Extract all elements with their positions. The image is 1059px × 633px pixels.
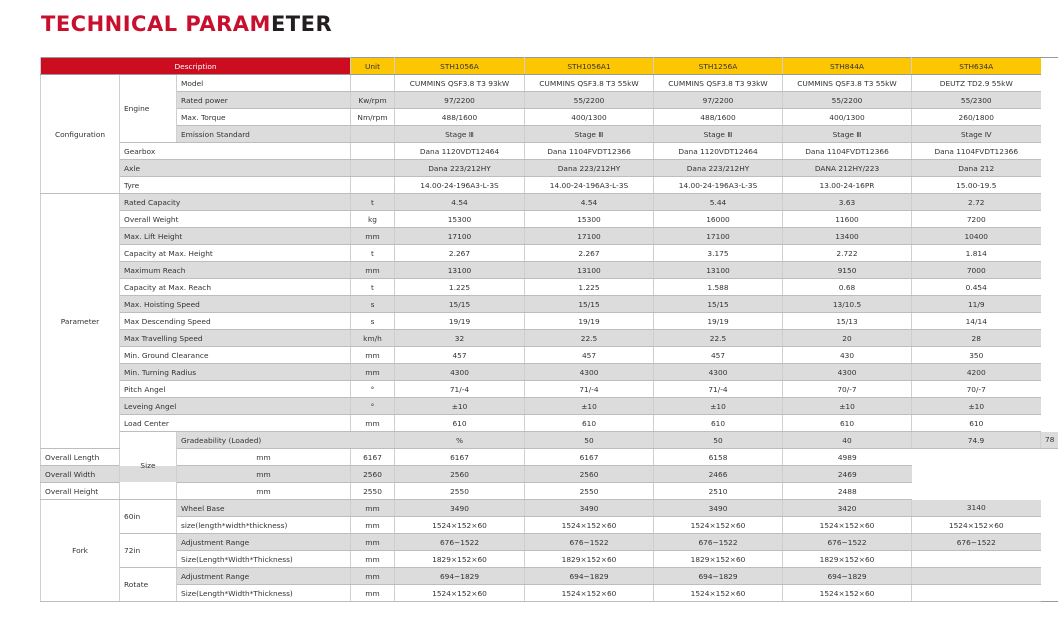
row-label: Max Descending Speed (120, 313, 351, 330)
value-cell: 488/1600 (654, 109, 783, 126)
value-cell: Dana 1104FVDT12366 (912, 143, 1041, 160)
value-cell: 6167 (395, 449, 525, 466)
subgroup-rotate: Rotate (120, 568, 177, 602)
row-label: Overall Weight (120, 211, 351, 228)
value-cell: 350 (912, 347, 1041, 364)
table-row (41, 398, 1059, 415)
title-part-2: PARAM (185, 12, 271, 36)
row-label: Adjustment Range (177, 568, 351, 585)
header-model-3: STH1256A (654, 58, 783, 75)
row-label: Max. Lift Height (120, 228, 351, 245)
row-label: Pitch Angel (120, 381, 351, 398)
value-cell: 1524×152×60 (654, 585, 783, 602)
subgroup-engine: Engine (120, 75, 177, 143)
header-model-1: STH1056A (395, 58, 525, 75)
row-label: Gearbox (120, 143, 351, 160)
value-cell: CUMMINS QSF3.8 T3 93kW (654, 75, 783, 92)
value-cell: 40 (783, 432, 912, 449)
value-cell: 6158 (654, 449, 783, 466)
value-cell: ±10 (783, 398, 912, 415)
value-cell: Dana 1120VDT12464 (395, 143, 525, 160)
table-row (41, 517, 1059, 534)
value-cell: 13100 (395, 262, 525, 279)
header-model-2: STH1056A1 (525, 58, 654, 75)
value-cell: 3140 (912, 500, 1041, 517)
value-cell: 50 (525, 432, 654, 449)
value-cell: 1829×152×60 (395, 551, 525, 568)
value-cell (912, 585, 1041, 602)
row-unit: mm (351, 500, 395, 517)
table-row (41, 228, 1059, 245)
value-cell: 4300 (783, 364, 912, 381)
row-unit: t (351, 194, 395, 211)
value-cell: Dana 1120VDT12464 (654, 143, 783, 160)
title-part-1: TECHNICAL (41, 12, 178, 36)
value-cell: 676~1522 (395, 534, 525, 551)
header-unit: Unit (351, 58, 395, 75)
value-cell: 4300 (525, 364, 654, 381)
value-cell: 1524×152×60 (525, 517, 654, 534)
row-unit (351, 75, 395, 92)
value-cell: 610 (525, 415, 654, 432)
row-unit: mm (351, 364, 395, 381)
value-cell: 55/2200 (525, 92, 654, 109)
group-fork: Fork (41, 500, 120, 602)
value-cell: 55/2200 (783, 92, 912, 109)
value-cell: 3.175 (654, 245, 783, 262)
value-cell: 7000 (912, 262, 1041, 279)
value-cell: 32 (395, 330, 525, 347)
value-cell: 3.63 (783, 194, 912, 211)
row-label: Max. Torque (177, 109, 351, 126)
value-cell: 2550 (351, 483, 395, 500)
row-label: Min. Turning Radius (120, 364, 351, 381)
value-cell: 1829×152×60 (525, 551, 654, 568)
value-cell: 15/15 (654, 296, 783, 313)
value-cell: 1.814 (912, 245, 1041, 262)
value-cell: 15/15 (525, 296, 654, 313)
table-row (41, 330, 1059, 347)
value-cell: 400/1300 (783, 109, 912, 126)
value-cell: 4.54 (525, 194, 654, 211)
row-label: Tyre (120, 177, 351, 194)
value-cell: 14.00-24-196A3-L-3S (654, 177, 783, 194)
value-cell: 694~1829 (525, 568, 654, 585)
row-unit: mm (351, 228, 395, 245)
value-cell: 15300 (525, 211, 654, 228)
value-cell: 3490 (395, 500, 525, 517)
value-cell: 3490 (525, 500, 654, 517)
value-cell: 2550 (395, 483, 525, 500)
table-row (41, 245, 1059, 262)
row-label: Load Center (120, 415, 351, 432)
value-cell: Dana 223/212HY (525, 160, 654, 177)
row-label: Leveing Angel (120, 398, 351, 415)
value-cell: 10400 (912, 228, 1041, 245)
value-cell: 22.5 (654, 330, 783, 347)
group-parameter: Parameter (41, 194, 120, 449)
value-cell: 488/1600 (395, 109, 525, 126)
value-cell: 13400 (783, 228, 912, 245)
value-cell: 694~1829 (654, 568, 783, 585)
value-cell: 4300 (654, 364, 783, 381)
value-cell: 19/19 (525, 313, 654, 330)
value-cell: 2466 (654, 466, 783, 483)
value-cell: 430 (783, 347, 912, 364)
value-cell: Dana 223/212HY (395, 160, 525, 177)
table-row (41, 551, 1059, 568)
row-label: Size(Length*Width*Thickness) (177, 585, 351, 602)
value-cell: 694~1829 (783, 568, 912, 585)
value-cell: 55/2300 (912, 92, 1041, 109)
value-cell: 1524×152×60 (783, 517, 912, 534)
value-cell: 16000 (654, 211, 783, 228)
value-cell: Dana 212 (912, 160, 1041, 177)
row-label: Wheel Base (177, 500, 351, 517)
value-cell: 694~1829 (395, 568, 525, 585)
value-cell: 15300 (395, 211, 525, 228)
value-cell: 610 (783, 415, 912, 432)
value-cell: 17100 (525, 228, 654, 245)
table-row (41, 585, 1059, 602)
table-row (41, 534, 1059, 551)
value-cell: 400/1300 (525, 109, 654, 126)
table-row (41, 415, 1059, 432)
value-cell: 70/-7 (912, 381, 1041, 398)
table-row (41, 500, 1059, 517)
value-cell: 2560 (525, 466, 654, 483)
value-cell: 2.72 (912, 194, 1041, 211)
value-cell: 676~1522 (912, 534, 1041, 551)
value-cell: 74.9 (912, 432, 1041, 449)
table-row (41, 126, 1059, 143)
row-unit: mm (351, 347, 395, 364)
value-cell: 70/-7 (783, 381, 912, 398)
value-cell: ±10 (395, 398, 525, 415)
value-cell: Stage Ⅲ (654, 126, 783, 143)
value-cell: 2.267 (395, 245, 525, 262)
row-unit: km/h (351, 330, 395, 347)
subgroup-fork72: 72in (120, 534, 177, 568)
table-row (41, 279, 1059, 296)
row-label: Rated Capacity (120, 194, 351, 211)
table-body (41, 75, 1059, 602)
value-cell: 610 (395, 415, 525, 432)
value-cell: 19/19 (395, 313, 525, 330)
value-cell: 14.00-24-196A3-L-3S (395, 177, 525, 194)
value-cell: CUMMINS QSF3.8 T3 55kW (525, 75, 654, 92)
row-label: Model (177, 75, 351, 92)
value-cell: 457 (654, 347, 783, 364)
value-cell: 2469 (783, 466, 912, 483)
value-cell: 13/10.5 (783, 296, 912, 313)
value-cell: Stage Ⅳ (912, 126, 1041, 143)
table-row (41, 109, 1059, 126)
value-cell: 97/2200 (395, 92, 525, 109)
row-unit: mm (351, 585, 395, 602)
row-label: size(length*width*thickness) (177, 517, 351, 534)
value-cell: 1524×152×60 (395, 517, 525, 534)
row-label: Gradeability (Loaded) (177, 432, 395, 449)
value-cell: 11600 (783, 211, 912, 228)
row-unit (351, 160, 395, 177)
row-unit: mm (351, 415, 395, 432)
header-description: Description (41, 58, 351, 75)
row-unit: mm (351, 551, 395, 568)
title-part-3: ETER (270, 12, 333, 36)
value-cell: 13100 (654, 262, 783, 279)
value-cell: 457 (395, 347, 525, 364)
value-cell: 610 (654, 415, 783, 432)
row-label: Overall Width (41, 466, 177, 483)
table-row (41, 194, 1059, 211)
value-cell: DANA 212HY/223 (783, 160, 912, 177)
header-model-4: STH844A (783, 58, 912, 75)
subgroup-fork60: 60in (120, 500, 177, 534)
row-label: Overall Height (41, 483, 177, 500)
value-cell: 17100 (395, 228, 525, 245)
row-unit: mm (177, 449, 351, 466)
row-unit (351, 143, 395, 160)
value-cell: 7200 (912, 211, 1041, 228)
row-label: Maximum Reach (120, 262, 351, 279)
row-label: Rated power (177, 92, 351, 109)
value-cell: Stage Ⅲ (395, 126, 525, 143)
table-row (41, 75, 1059, 92)
value-cell: ±10 (525, 398, 654, 415)
value-cell: 4989 (783, 449, 912, 466)
row-label: Min. Ground Clearance (120, 347, 351, 364)
value-cell: 2560 (351, 466, 395, 483)
row-label: Max. Hoisting Speed (120, 296, 351, 313)
value-cell: DEUTZ TD2.9 55kW (912, 75, 1041, 92)
value-cell: 610 (912, 415, 1041, 432)
table-row (41, 143, 1059, 160)
value-cell: 1524×152×60 (395, 585, 525, 602)
value-cell: 9150 (783, 262, 912, 279)
value-cell: 2.267 (525, 245, 654, 262)
row-unit: ° (351, 398, 395, 415)
value-cell: 1524×152×60 (525, 585, 654, 602)
table-row (41, 92, 1059, 109)
value-cell: 15/15 (395, 296, 525, 313)
header-row (41, 58, 1059, 75)
row-unit: Nm/rpm (351, 109, 395, 126)
row-unit: mm (177, 483, 351, 500)
value-cell: 1.588 (654, 279, 783, 296)
value-cell: 1524×152×60 (912, 517, 1041, 534)
value-cell: 4300 (395, 364, 525, 381)
table-row (41, 296, 1059, 313)
value-cell: 676~1522 (654, 534, 783, 551)
page-title (41, 12, 332, 36)
value-cell: 1.225 (525, 279, 654, 296)
value-cell: ±10 (912, 398, 1041, 415)
value-cell: 6167 (351, 449, 395, 466)
header-model-5: STH634A (912, 58, 1041, 75)
row-unit: s (351, 296, 395, 313)
row-unit (351, 126, 395, 143)
value-cell: 71/-4 (525, 381, 654, 398)
value-cell: Stage Ⅲ (783, 126, 912, 143)
value-cell (912, 568, 1041, 585)
value-cell: 14/14 (912, 313, 1041, 330)
value-cell: 457 (525, 347, 654, 364)
value-cell: 2.722 (783, 245, 912, 262)
spec-table (40, 57, 1058, 602)
row-unit: t (351, 279, 395, 296)
value-cell: 1.225 (395, 279, 525, 296)
value-cell: 4.54 (395, 194, 525, 211)
value-cell: 676~1522 (525, 534, 654, 551)
table-row (41, 568, 1059, 585)
value-cell (912, 551, 1041, 568)
value-cell: 14.00-24-196A3-L-3S (525, 177, 654, 194)
row-label: Size(Length*Width*Thickness) (177, 551, 351, 568)
value-cell: 50 (654, 432, 783, 449)
row-label: Axle (120, 160, 351, 177)
value-cell: 0.68 (783, 279, 912, 296)
value-cell: 13.00-24-16PR (783, 177, 912, 194)
value-cell: 2488 (783, 483, 912, 500)
value-cell: 1524×152×60 (783, 585, 912, 602)
row-unit: % (395, 432, 525, 449)
value-cell: 5.44 (654, 194, 783, 211)
value-cell: 676~1522 (783, 534, 912, 551)
group-configuration: Configuration (41, 75, 120, 194)
value-cell: Dana 1104FVDT12366 (783, 143, 912, 160)
value-cell: 11/9 (912, 296, 1041, 313)
value-cell: 3490 (654, 500, 783, 517)
value-cell: 2550 (525, 483, 654, 500)
value-cell: ±10 (654, 398, 783, 415)
row-unit: mm (351, 534, 395, 551)
table-row (41, 262, 1059, 279)
value-cell: 2510 (654, 483, 783, 500)
row-unit: mm (351, 262, 395, 279)
table-row (41, 160, 1059, 177)
table-row (41, 466, 1059, 483)
value-cell: 71/-4 (395, 381, 525, 398)
value-cell: 78 (1041, 432, 1059, 449)
row-unit: mm (177, 466, 351, 483)
value-cell: 15.00-19.5 (912, 177, 1041, 194)
value-cell: 3420 (783, 500, 912, 517)
value-cell: 1829×152×60 (654, 551, 783, 568)
table-row (41, 449, 1059, 466)
row-unit: ° (351, 381, 395, 398)
value-cell: Dana 223/212HY (654, 160, 783, 177)
value-cell: 2560 (395, 466, 525, 483)
row-unit: Kw/rpm (351, 92, 395, 109)
row-label: Max Travelling Speed (120, 330, 351, 347)
table-row (41, 211, 1059, 228)
table-row (41, 483, 1059, 500)
row-unit: mm (351, 568, 395, 585)
value-cell: 71/-4 (654, 381, 783, 398)
value-cell: 260/1800 (912, 109, 1041, 126)
row-label: Adjustment Range (177, 534, 351, 551)
value-cell: 20 (783, 330, 912, 347)
row-unit (351, 177, 395, 194)
table-row (41, 432, 1059, 449)
value-cell: 28 (912, 330, 1041, 347)
row-unit: t (351, 245, 395, 262)
group-size: Size (120, 432, 177, 500)
row-label: Emission Standard (177, 126, 351, 143)
value-cell: 1829×152×60 (783, 551, 912, 568)
value-cell: CUMMINS QSF3.8 T3 55kW (783, 75, 912, 92)
table-row (41, 177, 1059, 194)
table-row (41, 347, 1059, 364)
value-cell: 6167 (525, 449, 654, 466)
value-cell: CUMMINS QSF3.8 T3 93kW (395, 75, 525, 92)
value-cell: 15/13 (783, 313, 912, 330)
value-cell: 19/19 (654, 313, 783, 330)
value-cell: 1524×152×60 (654, 517, 783, 534)
table-row (41, 381, 1059, 398)
row-label: Overall Length (41, 449, 177, 466)
value-cell: Dana 1104FVDT12366 (525, 143, 654, 160)
value-cell: 0.454 (912, 279, 1041, 296)
value-cell: 22.5 (525, 330, 654, 347)
value-cell: Stage Ⅲ (525, 126, 654, 143)
value-cell: 97/2200 (654, 92, 783, 109)
table-row (41, 364, 1059, 381)
value-cell: 17100 (654, 228, 783, 245)
row-unit: mm (351, 517, 395, 534)
table-row (41, 313, 1059, 330)
value-cell: 4200 (912, 364, 1041, 381)
row-unit: kg (351, 211, 395, 228)
row-label: Capacity at Max. Reach (120, 279, 351, 296)
value-cell: 13100 (525, 262, 654, 279)
row-unit: s (351, 313, 395, 330)
row-label: Capacity at Max. Height (120, 245, 351, 262)
